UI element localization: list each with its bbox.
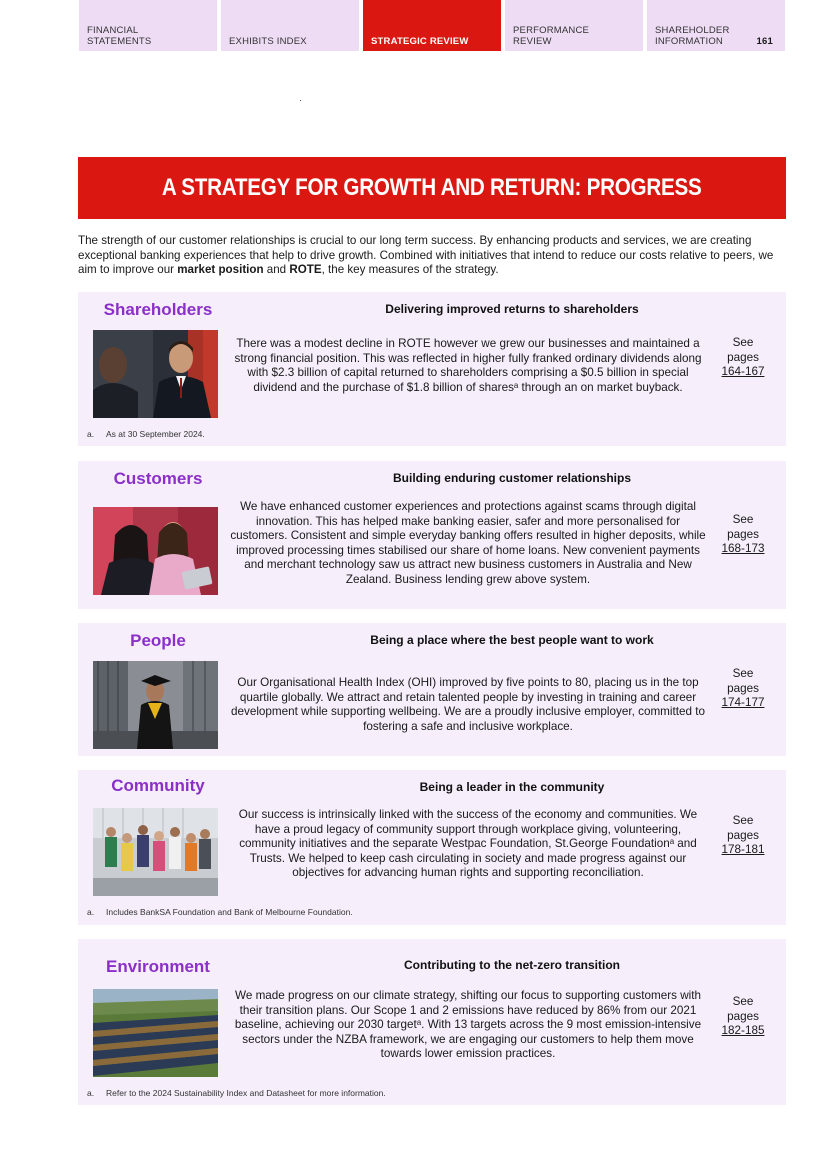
page-number: 161 — [756, 36, 773, 47]
section-title: People — [130, 631, 186, 650]
footnote-letter: a. — [87, 1088, 95, 1098]
section-community — [78, 770, 786, 925]
footnote-text: Includes BankSA Foundation and Bank of Melbourne Foundation. — [106, 907, 353, 917]
footnote — [87, 1088, 386, 1098]
pages-link[interactable]: 174-177 — [721, 696, 765, 710]
footnote — [87, 429, 205, 439]
tab-strategic-review[interactable] — [363, 0, 501, 51]
intro-text: , the key measures of the strategy. — [321, 263, 499, 277]
shareholders-photo — [93, 330, 218, 418]
footnote-text: As at 30 September 2024. — [106, 429, 205, 439]
pages-label: pages — [727, 350, 759, 364]
pages-link[interactable]: 178-181 — [721, 843, 765, 857]
people-photo — [93, 661, 218, 749]
intro-bold-rote: ROTE — [289, 263, 322, 277]
customers-photo — [93, 507, 218, 595]
see-pages-reference — [708, 667, 778, 711]
section-body: We have enhanced customer experiences and protections against scams through digital innovation. This has helped make banking easier, safer and more personalised for customers. Consistent and simple everyday banking offers resulted in higher deposits, while improved processing times stabilised our share of home loans. New convenient payments and merchant technology saw us attract new business customers in Australia and New Zealand. Business lending grew above system. — [230, 500, 706, 586]
section-subtitle: Delivering improved returns to shareholders — [385, 302, 639, 316]
community-photo — [93, 808, 218, 896]
intro-text: The strength of our customer relationships is crucial to our long term success. By enhancing products and services, we are creating exceptional banking experiences that help to drive growth. Combined with initiatives that intend to reduce our costs relative to peers, we aim to improve our — [78, 234, 774, 277]
see-label: See — [732, 336, 754, 349]
tab-label: STRATEGIC REVIEW — [371, 36, 469, 47]
tab-financial-statements[interactable] — [79, 0, 217, 51]
top-navigation — [79, 0, 785, 51]
section-title: Shareholders — [103, 300, 213, 319]
section-subtitle: Being a place where the best people want to work — [370, 633, 654, 647]
pages-link[interactable]: 164-167 — [721, 365, 765, 379]
tab-shareholder-information[interactable] — [647, 0, 785, 51]
see-label: See — [732, 513, 754, 526]
section-subtitle: Contributing to the net-zero transition — [404, 958, 620, 972]
section-body: There was a modest decline in ROTE however we grew our businesses and maintained a strong financial position. This was reflected in higher fully franked ordinary dividends along with $2.3 billion of capital returned to shareholders comprising a $0.5 billion in special dividend and the purchase of $1.8 billion of sharesᵃ through an on market buyback. — [234, 337, 702, 394]
section-environment — [78, 939, 786, 1105]
see-pages-reference — [708, 513, 778, 557]
section-title: Environment — [106, 957, 210, 976]
pages-link[interactable]: 168-173 — [721, 542, 765, 556]
pages-label: pages — [727, 828, 759, 842]
footnote-text: Refer to the 2024 Sustainability Index and Datasheet for more information. — [106, 1088, 386, 1098]
section-body: Our success is intrinsically linked with the success of the economy and communities. We have a proud legacy of community support through workplace giving, volunteering, community initiatives and the separate Westpac Foundation, St.George Foundationᵃ and Trusts. We helped to keep cash circulating in society and made progress against our objectives for advancing human rights and supporting reconciliation. — [238, 808, 698, 880]
footnote-letter: a. — [87, 429, 95, 439]
section-subtitle: Being a leader in the community — [419, 780, 605, 794]
pages-label: pages — [727, 1009, 759, 1023]
section-shareholders — [78, 292, 786, 446]
tab-exhibits-index[interactable] — [221, 0, 359, 51]
section-title: Customers — [113, 469, 203, 488]
stray-mark — [300, 100, 301, 101]
intro-text: and — [263, 263, 290, 277]
section-body: We made progress on our climate strategy, shifting our focus to supporting customers with their transition plans. Our Scope 1 and 2 emissions have reduced by 86% from our 2021 baseline, achieving our 2030 targetᵃ. With 13 targets across the 9 most emission-intensive sectors under the NZBA framework, we are engaging our customers to help them move towards lower emission practices. — [234, 989, 702, 1061]
tab-label: SHAREHOLDER INFORMATION — [655, 25, 730, 47]
section-subtitle: Building enduring customer relationships — [392, 471, 632, 485]
see-label: See — [732, 667, 754, 680]
intro-paragraph — [78, 234, 786, 278]
section-body: Our Organisational Health Index (OHI) improved by five points to 80, placing us in the top quartile globally. We attract and retain talented people by investing in training and career development while supporting wellbeing. We are a proudly inclusive employer, committed to fostering a safe and inclusive workplace. — [230, 676, 706, 733]
tab-label: EXHIBITS INDEX — [229, 36, 307, 47]
section-customers — [78, 461, 786, 609]
see-pages-reference — [708, 995, 778, 1039]
pages-label: pages — [727, 681, 759, 695]
page-title: A STRATEGY FOR GROWTH AND RETURN: PROGRESS — [162, 174, 702, 201]
tab-label: PERFORMANCE REVIEW — [513, 25, 590, 47]
pages-label: pages — [727, 527, 759, 541]
see-label: See — [732, 995, 754, 1008]
intro-bold-market-position: market position — [177, 263, 264, 277]
see-pages-reference — [708, 336, 778, 380]
see-label: See — [732, 814, 754, 827]
pages-link[interactable]: 182-185 — [721, 1024, 765, 1038]
tab-performance-review[interactable] — [505, 0, 643, 51]
tab-label: FINANCIAL STATEMENTS — [87, 25, 152, 47]
section-title: Community — [111, 776, 205, 795]
title-banner — [78, 157, 786, 219]
see-pages-reference — [708, 814, 778, 858]
environment-photo — [93, 989, 218, 1077]
footnote — [87, 907, 353, 917]
section-people — [78, 623, 786, 756]
footnote-letter: a. — [87, 907, 95, 917]
